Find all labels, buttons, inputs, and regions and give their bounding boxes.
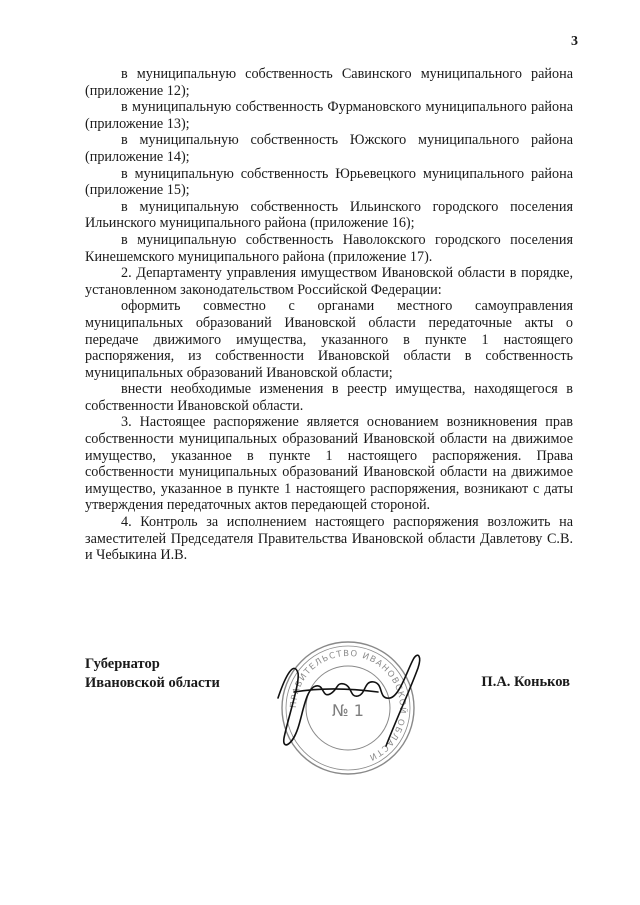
signatory-title [85, 655, 220, 693]
signatory-position: Губернатор [85, 656, 160, 672]
paragraph: в муниципальную собственность Ильинского городского поселения Ильинского муниципального района (приложение 16); [85, 198, 573, 232]
seal-center-text: № 1 [332, 701, 364, 720]
paragraph: 2. Департаменту управления имуществом Ивановской области в порядке, установленном законодательством Российской Федерации: [85, 265, 573, 298]
paragraph: в муниципальную собственность Фурмановского муниципального района (приложение 13); [85, 99, 573, 132]
seal-with-signature-icon [258, 628, 438, 788]
paragraph: 4. Контроль за исполнением настоящего распоряжения возложить на заместителей Председателя Правительства Ивановской области Давлетову С.В. и Чебыкина И.В. [85, 514, 573, 564]
signatory-name: П.А. Коньков [481, 674, 570, 690]
paragraph: в муниципальную собственность Наволокского городского поселения Кинешемского муниципального района (приложение 17). [85, 231, 573, 265]
signatory-region: Ивановской области [85, 675, 220, 691]
paragraph: в муниципальную собственность Южского муниципального района (приложение 14); [85, 132, 573, 165]
paragraph: в муниципальную собственность Савинского муниципального района (приложение 12); [85, 66, 573, 99]
paragraph: оформить совместно с органами местного самоуправления муниципальных образований Ивановской области передаточные акты о передаче движимого имущества, указанного в пункте 1 настоящего распоряжения, из собственности Ивановской области в собственность муниципальных образований Ивановской области; [85, 298, 573, 381]
official-seal [258, 628, 438, 788]
paragraph: в муниципальную собственность Юрьевецкого муниципального района (приложение 15); [85, 165, 573, 199]
seal-ring-text: ПРАВИТЕЛЬСТВО ИВАНОВСКОЙ ОБЛАСТИ [288, 648, 408, 763]
paragraph: внести необходимые изменения в реестр имущества, находящегося в собственности Ивановской области. [85, 381, 573, 414]
document-body [85, 66, 573, 564]
page-number: 3 [571, 34, 578, 49]
paragraph: 3. Настоящее распоряжение является основанием возникновения прав собственности муниципальных образований Ивановской области на движимое имущество, указанное в пункте 1 настоящего распоряжения. Права собственности муниципальных образований Ивановской области на движимое имущество, указанное в пункте 1 настоящего распоряжения, возникают с даты утверждения передаточных актов передающей стороной. [85, 414, 573, 514]
